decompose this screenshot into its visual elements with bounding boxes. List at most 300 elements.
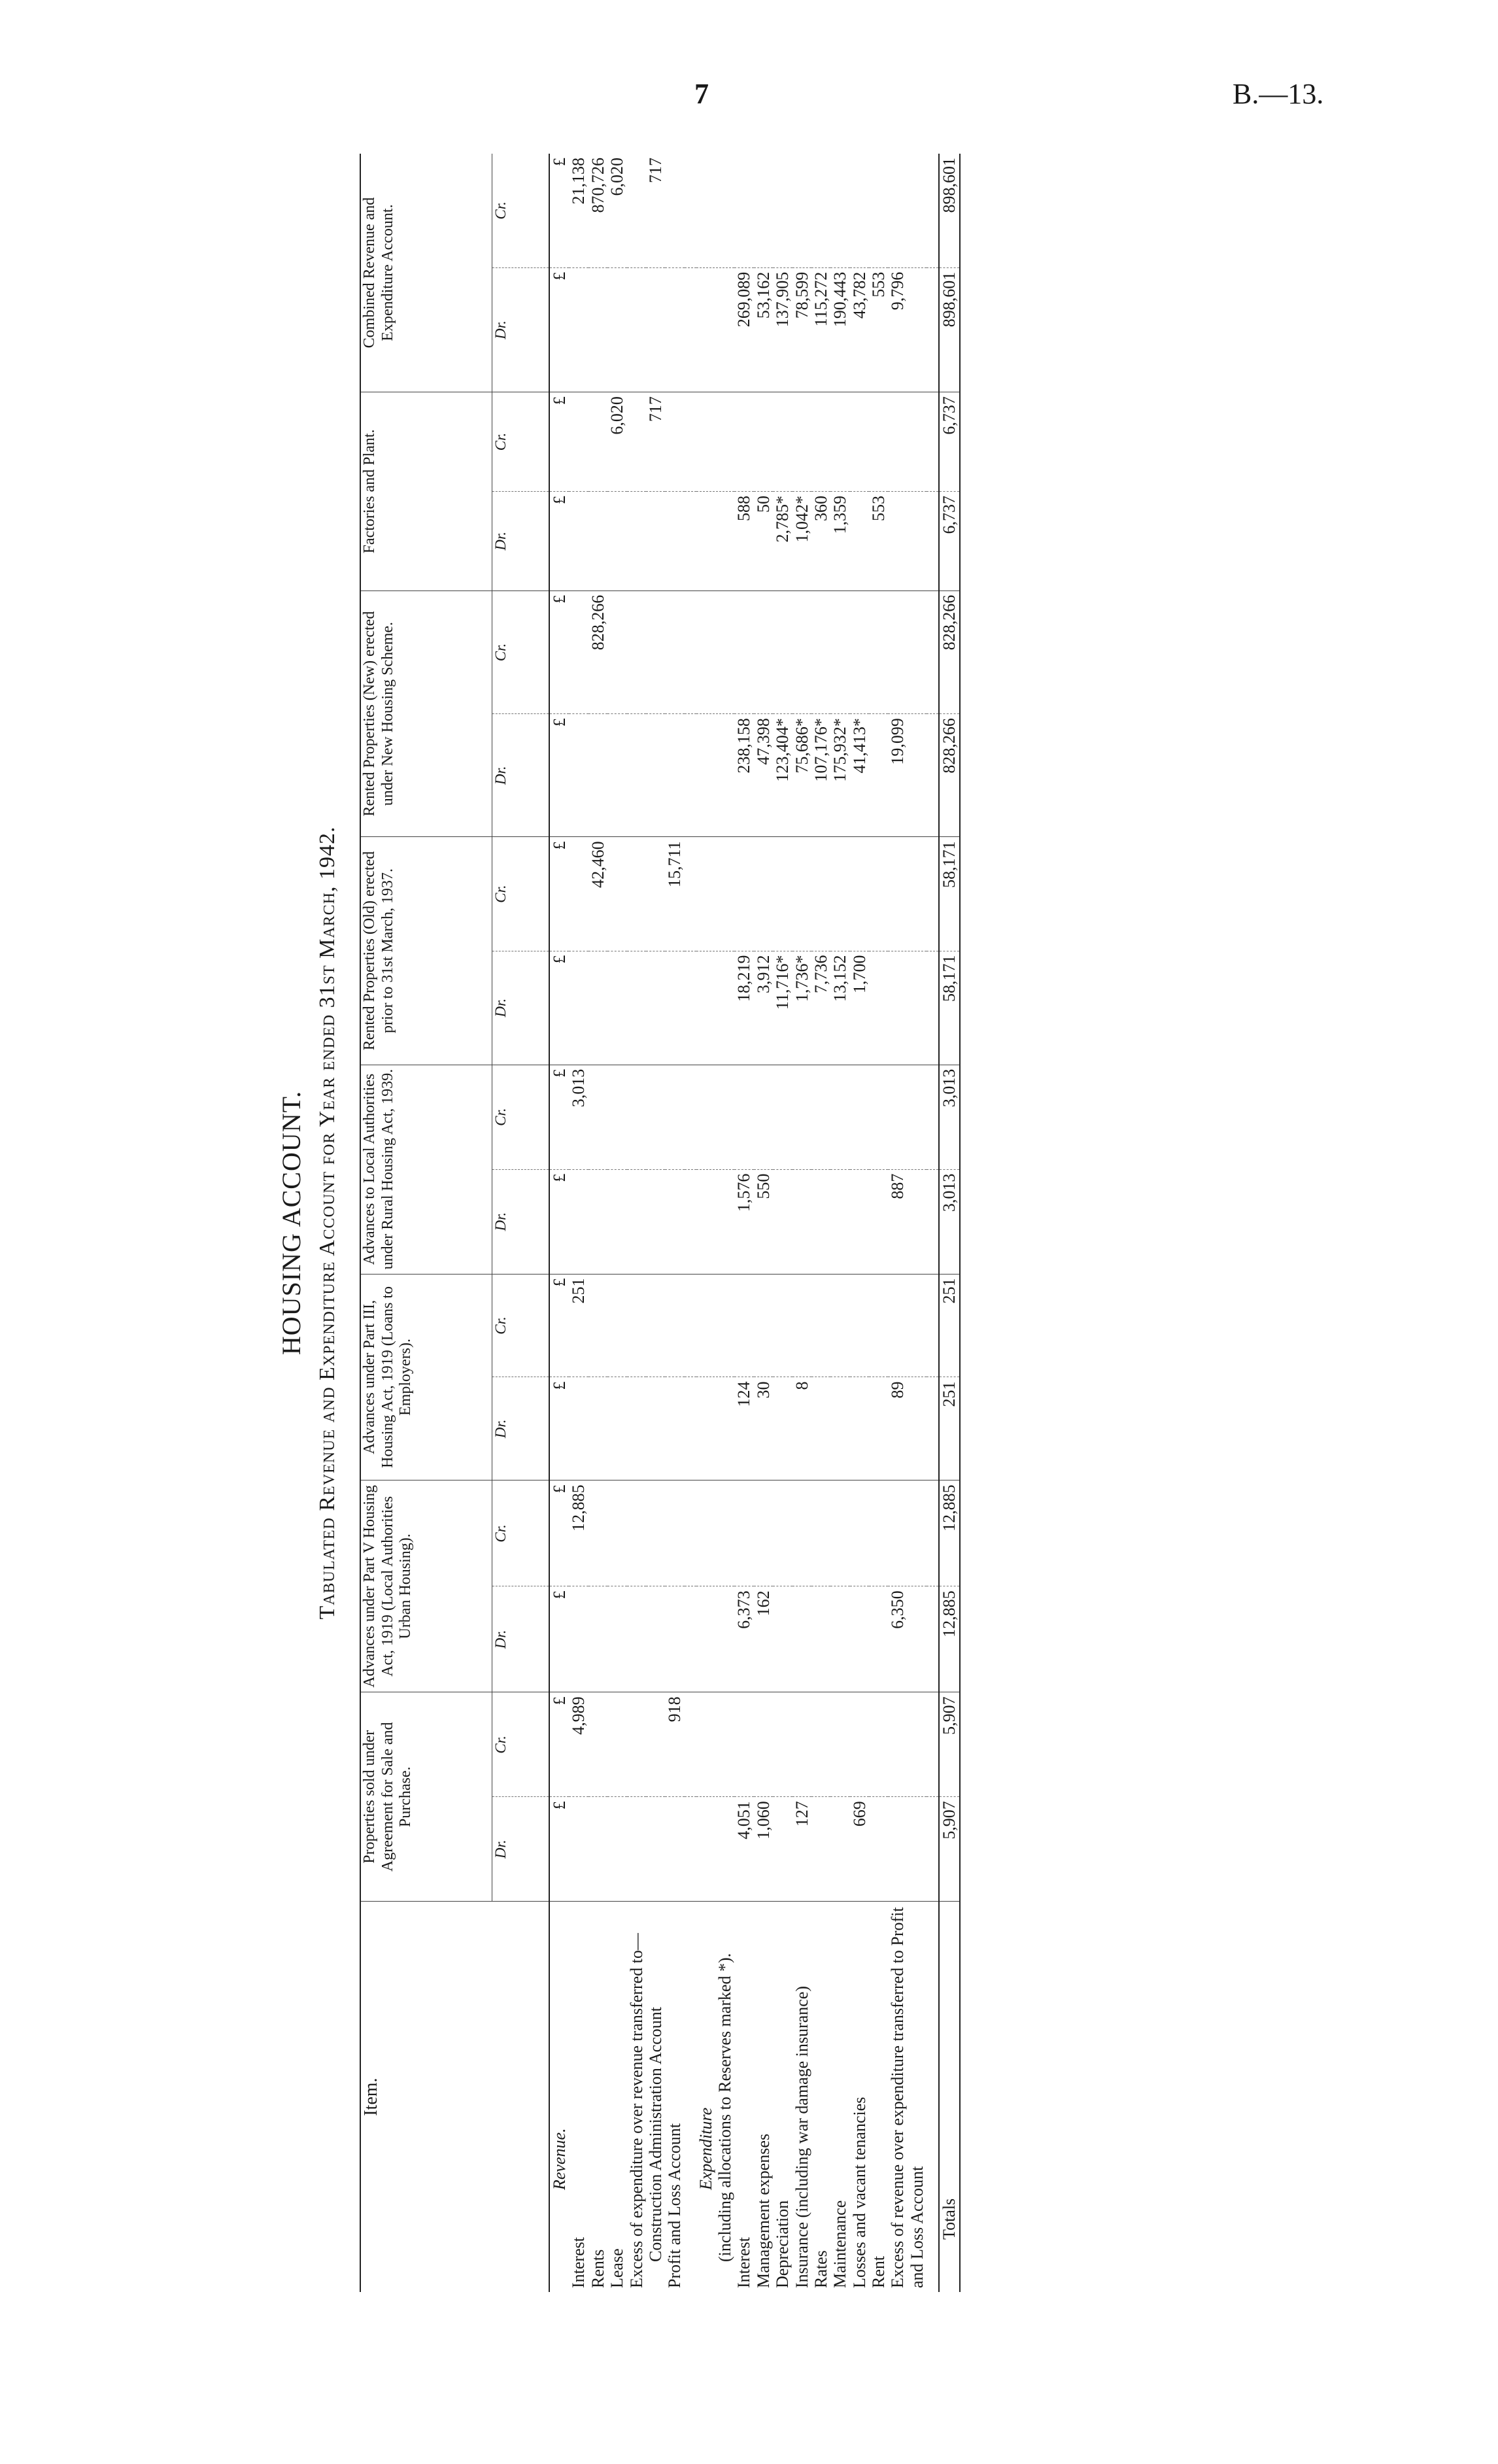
dr-value: [665, 951, 684, 1065]
row-label: Construction Administration Account: [646, 1902, 665, 2292]
cr-value: [754, 1065, 773, 1169]
cr-value: [869, 1692, 888, 1797]
cr-value: [888, 392, 927, 492]
cr-value: [569, 837, 588, 951]
dr-value: 1,042*: [792, 491, 811, 590]
group-header: Rented Properties (Old) erected prior to 31st March, 1937.: [360, 837, 492, 1065]
cr-header: Cr.: [492, 590, 550, 713]
cr-value: [792, 590, 811, 713]
dr-value: [665, 1586, 684, 1692]
cr-value: [811, 392, 830, 492]
dr-value: [830, 1797, 849, 1902]
page-subtitle: Tabulated Revenue and Expenditure Account for Year ended 31st March, 1942.: [315, 826, 339, 1620]
cr-value: [792, 1274, 811, 1377]
dr-value: 47,398: [754, 714, 773, 837]
dr-value: 8: [792, 1377, 811, 1480]
dr-value: [869, 1169, 888, 1274]
cr-value: [773, 392, 792, 492]
dr-value: 162: [754, 1586, 773, 1692]
dr-value: [607, 1377, 626, 1480]
cr-value: [754, 154, 773, 267]
cr-value: [792, 1692, 811, 1797]
cr-value: [665, 590, 684, 713]
cr-value: [830, 1480, 849, 1586]
dr-value: [588, 1586, 607, 1692]
cr-value: 4,989: [569, 1692, 588, 1797]
cr-value: [734, 1480, 753, 1586]
row-label: Depreciation: [773, 1902, 792, 2292]
dr-value: [607, 1586, 626, 1692]
cr-value: [811, 1274, 830, 1377]
group-header: Factories and Plant.: [360, 392, 492, 591]
dr-value: 75,686*: [792, 714, 811, 837]
cr-value: [607, 1065, 626, 1169]
cr-value: [665, 154, 684, 267]
dr-value: [665, 267, 684, 392]
cr-value: [754, 1274, 773, 1377]
cr-value: [888, 1274, 927, 1377]
currency-symbol: £: [549, 837, 569, 951]
dr-value: [830, 1377, 849, 1480]
cr-value: 6,020: [607, 392, 626, 492]
cr-value: [665, 1065, 684, 1169]
cr-value: [773, 1274, 792, 1377]
dr-value: [569, 1377, 588, 1480]
dr-value: 19,099: [888, 714, 927, 837]
cr-value: [888, 837, 927, 951]
table-row: [773, 154, 792, 2292]
cr-value: [811, 590, 830, 713]
dr-value: 3,912: [754, 951, 773, 1065]
cr-value: [811, 154, 830, 267]
cr-value: [754, 392, 773, 492]
cr-value: [888, 1480, 927, 1586]
cr-value: [588, 1692, 607, 1797]
cr-value: [588, 1274, 607, 1377]
cr-value: [830, 154, 849, 267]
cr-value: [869, 1480, 888, 1586]
cr-value: 918: [665, 1692, 684, 1797]
cr-value: [850, 392, 869, 492]
dr-value: [646, 267, 665, 392]
cr-value: [588, 1065, 607, 1169]
dr-header: Dr.: [492, 267, 550, 392]
cr-value: [734, 590, 753, 713]
cr-value: [811, 1480, 830, 1586]
cr-value: [607, 1692, 626, 1797]
dr-value: [665, 491, 684, 590]
row-label: Totals: [939, 1902, 959, 2292]
table-row: [588, 154, 607, 2292]
dr-value: 53,162: [754, 267, 773, 392]
row-label: Profit and Loss Account: [665, 1902, 684, 2292]
totals-row: [939, 154, 959, 2292]
dr-value: [773, 1169, 792, 1274]
cr-value: [773, 590, 792, 713]
cr-value: [888, 590, 927, 713]
dr-value: 89: [888, 1377, 927, 1480]
table-row: [754, 154, 773, 2292]
currency-symbol: £: [549, 392, 569, 492]
cr-value: [869, 590, 888, 713]
row-label: Rents: [588, 1902, 607, 2292]
cr-value: [773, 837, 792, 951]
cr-value: 251: [939, 1274, 959, 1377]
cr-value: [850, 154, 869, 267]
cr-value: 42,460: [588, 837, 607, 951]
cr-value: [607, 837, 626, 951]
dr-value: 360: [811, 491, 830, 590]
dr-header: Dr.: [492, 1377, 550, 1480]
group-header: Advances under Part III, Housing Act, 1919 (Loans to Employers).: [360, 1274, 492, 1480]
row-label: Interest: [734, 1902, 753, 2292]
group-header: Properties sold under Agreement for Sale and Purchase.: [360, 1692, 492, 1902]
cr-header: Cr.: [492, 392, 550, 492]
dr-header: Dr.: [492, 491, 550, 590]
cr-value: 6,737: [939, 392, 959, 492]
cr-value: [830, 1065, 849, 1169]
dr-value: 269,089: [734, 267, 753, 392]
cr-value: [588, 392, 607, 492]
dr-value: 190,443: [830, 267, 849, 392]
table-row: [850, 154, 869, 2292]
dr-value: 6,350: [888, 1586, 927, 1692]
table-row: [811, 154, 830, 2292]
currency-symbol: £: [549, 1065, 569, 1169]
dr-value: 6,737: [939, 491, 959, 590]
cr-value: [665, 392, 684, 492]
cr-value: [665, 1274, 684, 1377]
cr-value: [850, 837, 869, 951]
table-row: [792, 154, 811, 2292]
dr-value: [888, 951, 927, 1065]
cr-value: [754, 1692, 773, 1797]
cr-value: [734, 1274, 753, 1377]
row-label: Rent: [869, 1902, 888, 2292]
cr-value: [646, 1065, 665, 1169]
dr-header: Dr.: [492, 1169, 550, 1274]
cr-value: [754, 837, 773, 951]
cr-value: 5,907: [939, 1692, 959, 1797]
dr-value: [588, 1169, 607, 1274]
cr-value: [734, 1692, 753, 1797]
dr-value: [850, 1169, 869, 1274]
dr-value: [792, 1169, 811, 1274]
cr-value: [830, 837, 849, 951]
dr-value: 898,601: [939, 267, 959, 392]
dr-value: [773, 1377, 792, 1480]
table-row: [888, 154, 927, 2292]
cr-value: [830, 392, 849, 492]
dr-value: 127: [792, 1797, 811, 1902]
dr-value: 550: [754, 1169, 773, 1274]
dr-value: 18,219: [734, 951, 753, 1065]
row-label: Lease: [607, 1902, 626, 2292]
dr-value: 78,599: [792, 267, 811, 392]
dr-value: [646, 1169, 665, 1274]
cr-value: 251: [569, 1274, 588, 1377]
cr-value: [850, 1274, 869, 1377]
currency-symbol: £: [549, 1797, 569, 1902]
cr-value: 21,138: [569, 154, 588, 267]
cr-value: [734, 154, 753, 267]
dr-value: 9,796: [888, 267, 927, 392]
cr-header: Cr.: [492, 154, 550, 267]
row-label: Insurance (including war damage insurance): [792, 1902, 811, 2292]
page-title: HOUSING ACCOUNT.: [277, 1090, 306, 1356]
dr-value: [646, 1377, 665, 1480]
currency-symbol: £: [549, 154, 569, 267]
cr-value: [569, 590, 588, 713]
cr-value: [888, 1065, 927, 1169]
currency-symbol: £: [549, 1169, 569, 1274]
dr-value: 1,700: [850, 951, 869, 1065]
dr-value: [569, 951, 588, 1065]
dr-value: [646, 714, 665, 837]
page-reference: B.—13.: [1233, 78, 1324, 110]
cr-value: [850, 1065, 869, 1169]
cr-value: [792, 1065, 811, 1169]
row-label: Management expenses: [754, 1902, 773, 2292]
page-number: 7: [694, 78, 709, 110]
dr-value: 12,885: [939, 1586, 959, 1692]
dr-value: [665, 1797, 684, 1902]
dr-header: Dr.: [492, 714, 550, 837]
dr-value: [607, 1797, 626, 1902]
currency-symbol: £: [549, 1480, 569, 1586]
currency-symbol: £: [549, 1692, 569, 1797]
cr-value: 3,013: [939, 1065, 959, 1169]
dr-value: [850, 491, 869, 590]
dr-value: 5,907: [939, 1797, 959, 1902]
dr-header: Dr.: [492, 951, 550, 1065]
dr-value: [869, 951, 888, 1065]
cr-value: 3,013: [569, 1065, 588, 1169]
dr-value: 1,359: [830, 491, 849, 590]
dr-value: [607, 951, 626, 1065]
cr-header: Cr.: [492, 1274, 550, 1377]
cr-value: 12,885: [939, 1480, 959, 1586]
dr-value: 137,905: [773, 267, 792, 392]
cr-value: [792, 1480, 811, 1586]
dr-value: [607, 267, 626, 392]
cr-value: 58,171: [939, 837, 959, 951]
rotated-content: [275, 154, 1360, 2292]
dr-value: [850, 1377, 869, 1480]
currency-symbol: £: [549, 491, 569, 590]
dr-value: [588, 267, 607, 392]
cr-value: 717: [646, 392, 665, 492]
cr-value: [850, 590, 869, 713]
dr-value: 828,266: [939, 714, 959, 837]
table-row: [665, 154, 684, 2292]
dr-value: 123,404*: [773, 714, 792, 837]
dr-value: 107,176*: [811, 714, 830, 837]
group-header: Advances under Part V Housing Act, 1919 (Local Authorities Urban Housing).: [360, 1480, 492, 1692]
dr-value: 238,158: [734, 714, 753, 837]
cr-header: Cr.: [492, 1065, 550, 1169]
dr-value: [569, 267, 588, 392]
cr-value: [646, 1274, 665, 1377]
expenditure-heading-row: [696, 154, 735, 2292]
group-header: Rented Properties (New) erected under New Housing Scheme.: [360, 590, 492, 837]
cr-value: 717: [646, 154, 665, 267]
currency-symbol: £: [549, 714, 569, 837]
dr-value: [588, 951, 607, 1065]
cr-value: 870,726: [588, 154, 607, 267]
dr-value: 11,716*: [773, 951, 792, 1065]
dr-value: [811, 1169, 830, 1274]
cr-value: [869, 837, 888, 951]
cr-value: 12,885: [569, 1480, 588, 1586]
dr-value: 43,782: [850, 267, 869, 392]
cr-value: [869, 154, 888, 267]
cr-value: [830, 1274, 849, 1377]
cr-value: [607, 590, 626, 713]
dr-value: [830, 1169, 849, 1274]
dr-value: 3,013: [939, 1169, 959, 1274]
dr-value: [869, 1797, 888, 1902]
table-row: [607, 154, 626, 2292]
dr-value: [569, 714, 588, 837]
dr-value: [830, 1586, 849, 1692]
cr-value: [811, 1692, 830, 1797]
dr-value: [773, 1797, 792, 1902]
cr-value: [569, 392, 588, 492]
dr-value: 30: [754, 1377, 773, 1480]
table-row: [830, 154, 849, 2292]
cr-value: [811, 837, 830, 951]
dr-value: [569, 1797, 588, 1902]
currency-row: [549, 154, 569, 2292]
dr-value: 115,272: [811, 267, 830, 392]
housing-account-table: [360, 154, 961, 2292]
cr-value: 15,711: [665, 837, 684, 951]
dr-value: [569, 1169, 588, 1274]
dr-value: [665, 1377, 684, 1480]
dr-value: 1,060: [754, 1797, 773, 1902]
dr-value: 4,051: [734, 1797, 753, 1902]
cr-value: [773, 1692, 792, 1797]
cr-value: [646, 590, 665, 713]
currency-symbol: £: [549, 590, 569, 713]
revenue-heading: Revenue.: [549, 1902, 569, 2292]
cr-value: [588, 1480, 607, 1586]
dr-value: 13,152: [830, 951, 849, 1065]
row-label: Maintenance: [830, 1902, 849, 2292]
cr-value: [607, 1480, 626, 1586]
cr-value: 828,266: [588, 590, 607, 713]
table-row: [869, 154, 888, 2292]
dr-value: [646, 1797, 665, 1902]
row-label: Excess of expenditure over revenue transferred to—: [627, 1902, 646, 2292]
cr-value: [754, 1480, 773, 1586]
cr-value: [646, 837, 665, 951]
row-label: Excess of revenue over expenditure transferred to Profit and Loss Account: [888, 1902, 927, 2292]
dr-value: 1,576: [734, 1169, 753, 1274]
cr-value: [646, 1480, 665, 1586]
dr-value: 50: [754, 491, 773, 590]
cr-header: Cr.: [492, 1692, 550, 1797]
dr-value: [607, 491, 626, 590]
table-row: [646, 154, 665, 2292]
dr-value: [588, 714, 607, 837]
group-header: Advances to Local Authorities under Rural Housing Act, 1939.: [360, 1065, 492, 1274]
cr-value: [734, 1065, 753, 1169]
row-label: Interest: [569, 1902, 588, 2292]
cr-value: [754, 590, 773, 713]
cr-value: [811, 1065, 830, 1169]
cr-value: 898,601: [939, 154, 959, 267]
dr-value: [773, 1586, 792, 1692]
dr-value: [869, 714, 888, 837]
cr-value: [869, 392, 888, 492]
dr-value: [811, 1797, 830, 1902]
dr-value: [888, 491, 927, 590]
table-row: [569, 154, 588, 2292]
dr-value: [588, 491, 607, 590]
dr-value: 41,413*: [850, 714, 869, 837]
dr-value: [646, 1586, 665, 1692]
currency-symbol: £: [549, 1274, 569, 1377]
table-row: [734, 154, 753, 2292]
dr-value: [888, 1797, 927, 1902]
cr-value: [665, 1480, 684, 1586]
cr-header: Cr.: [492, 837, 550, 951]
cr-value: [734, 392, 753, 492]
cr-value: [888, 1692, 927, 1797]
dr-value: 6,373: [734, 1586, 753, 1692]
dr-value: [646, 491, 665, 590]
dr-value: [588, 1377, 607, 1480]
dr-value: 175,932*: [830, 714, 849, 837]
dr-header: Dr.: [492, 1797, 550, 1902]
dr-value: 251: [939, 1377, 959, 1480]
cr-value: 6,020: [607, 154, 626, 267]
cr-value: [830, 1692, 849, 1797]
cr-value: [773, 154, 792, 267]
dr-value: [665, 1169, 684, 1274]
dr-value: [792, 1586, 811, 1692]
dr-value: 7,736: [811, 951, 830, 1065]
currency-symbol: £: [549, 951, 569, 1065]
cr-value: [869, 1065, 888, 1169]
dr-value: [607, 1169, 626, 1274]
dr-value: [569, 491, 588, 590]
dr-value: [569, 1586, 588, 1692]
dr-value: 58,171: [939, 951, 959, 1065]
cr-value: [607, 1274, 626, 1377]
cr-value: [792, 154, 811, 267]
dr-value: 887: [888, 1169, 927, 1274]
currency-symbol: £: [549, 267, 569, 392]
dr-value: 669: [850, 1797, 869, 1902]
row-label: Rates: [811, 1902, 830, 2292]
dr-value: [607, 714, 626, 837]
dr-header: Dr.: [492, 1586, 550, 1692]
dr-value: 124: [734, 1377, 753, 1480]
cr-value: [792, 392, 811, 492]
currency-symbol: £: [549, 1586, 569, 1692]
dr-value: [811, 1377, 830, 1480]
cr-value: [792, 837, 811, 951]
cr-value: [773, 1480, 792, 1586]
dr-value: 553: [869, 491, 888, 590]
cr-value: [850, 1480, 869, 1586]
cr-value: [830, 590, 849, 713]
group-header: Combined Revenue and Expenditure Account.: [360, 154, 492, 392]
cr-header: Cr.: [492, 1480, 550, 1586]
